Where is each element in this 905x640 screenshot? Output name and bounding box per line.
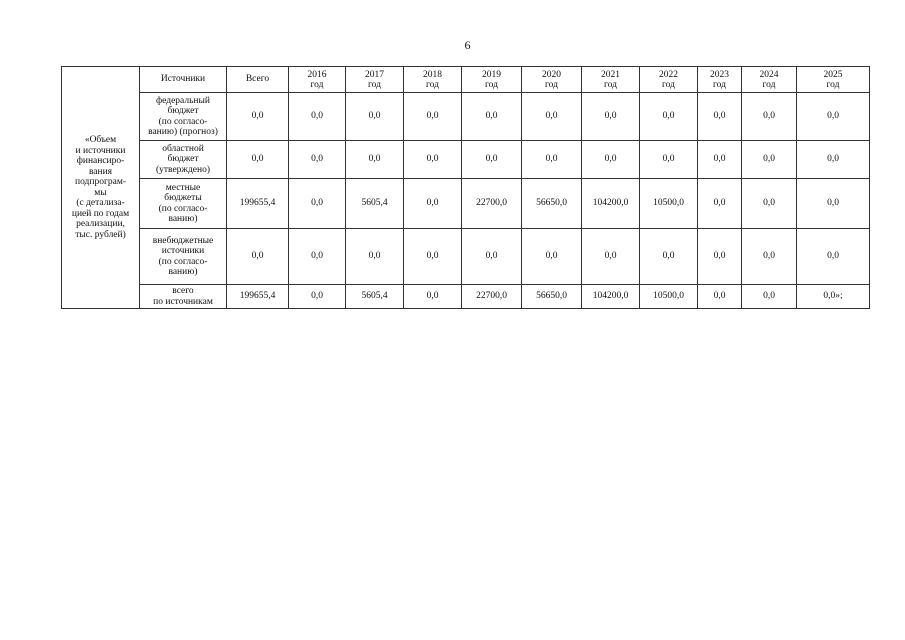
table-row [62, 93, 870, 141]
value-cell: 0,0 [698, 93, 742, 141]
header-year-value: 2021 [601, 69, 620, 80]
header-year-2020 [522, 67, 582, 93]
value-cell: 0,0 [289, 141, 346, 179]
header-year-value: 2020 [542, 69, 561, 80]
source-cell: областной бюджет (утверждено) [140, 141, 227, 179]
value-cell: 0,0 [742, 285, 797, 309]
header-year-2017 [346, 67, 404, 93]
value-cell: 0,0 [640, 141, 698, 179]
header-year-unit: год [713, 79, 726, 90]
value-cell: 0,0 [346, 93, 404, 141]
header-year-2018 [404, 67, 462, 93]
value-cell: 0,0 [404, 179, 462, 229]
value-cell: 0,0 [404, 285, 462, 309]
value-cell: 0,0 [742, 229, 797, 285]
value-cell: 22700,0 [462, 285, 522, 309]
value-cell: 0,0 [289, 285, 346, 309]
source-cell: местные бюджеты (по согласо- ванию) [140, 179, 227, 229]
page-number: 6 [464, 38, 471, 52]
header-year-value: 2018 [423, 69, 442, 80]
source-cell: внебюджетные источники (по согласо- ванию) [140, 229, 227, 285]
total-cell: 199655,4 [227, 179, 289, 229]
value-cell: 0,0 [797, 141, 870, 179]
table-row [62, 285, 870, 309]
header-year-value: 2024 [759, 69, 779, 80]
source-cell: федеральный бюджет (по согласо- ванию) (прогноз) [140, 93, 227, 141]
total-cell: 0,0 [227, 229, 289, 285]
value-cell: 56650,0 [522, 179, 582, 229]
header-sources: Источники [140, 67, 227, 93]
header-year-unit: год [604, 79, 617, 90]
row-label-cell: «Объем и источники финансиро- вания подпрограм- мы (с детализа- цией по годам реализации, тыс. рублей) [62, 67, 140, 309]
value-cell: 0,0 [698, 285, 742, 309]
table-row [62, 229, 870, 285]
header-total: Всего [227, 67, 289, 93]
value-cell: 0,0 [797, 93, 870, 141]
value-cell: 10500,0 [640, 285, 698, 309]
value-cell: 0,0 [522, 229, 582, 285]
value-cell: 0,0 [742, 179, 797, 229]
value-cell: 0,0 [462, 141, 522, 179]
value-cell: 0,0 [522, 93, 582, 141]
value-cell: 0,0 [346, 229, 404, 285]
value-cell: 0,0 [698, 141, 742, 179]
value-cell: 0,0 [404, 141, 462, 179]
header-year-unit: год [826, 79, 840, 90]
value-cell: 0,0 [582, 229, 640, 285]
value-cell: 0,0 [698, 179, 742, 229]
header-year-2024 [742, 67, 797, 93]
header-year-unit: год [426, 79, 439, 90]
header-year-2022 [640, 67, 698, 93]
value-cell: 56650,0 [522, 285, 582, 309]
header-row [62, 67, 870, 93]
value-cell: 0,0 [640, 229, 698, 285]
value-cell: 104200,0 [582, 285, 640, 309]
header-year-unit: год [368, 79, 381, 90]
value-cell: 0,0 [742, 93, 797, 141]
header-year-2019 [462, 67, 522, 93]
value-cell: 0,0 [289, 93, 346, 141]
value-cell: 0,0 [522, 141, 582, 179]
header-year-unit: год [662, 79, 675, 90]
value-cell: 0,0 [289, 229, 346, 285]
header-year-2025 [797, 67, 870, 93]
value-cell: 104200,0 [582, 179, 640, 229]
header-year-2023 [698, 67, 742, 93]
header-year-value: 2019 [482, 69, 501, 80]
header-year-unit: год [310, 79, 324, 90]
header-year-unit: год [762, 79, 776, 90]
value-cell: 0,0 [797, 229, 870, 285]
value-cell: 0,0 [582, 141, 640, 179]
value-cell: 0,0 [462, 229, 522, 285]
value-cell: 0,0 [289, 179, 346, 229]
table-row [62, 141, 870, 179]
header-year-2021 [582, 67, 640, 93]
header-year-value: 2016 [307, 69, 327, 80]
value-cell: 5605,4 [346, 285, 404, 309]
header-year-unit: год [485, 79, 498, 90]
header-year-value: 2017 [365, 69, 384, 80]
header-year-value: 2023 [710, 69, 729, 80]
value-cell: 0,0 [582, 93, 640, 141]
value-cell: 5605,4 [346, 179, 404, 229]
header-year-unit: год [545, 79, 558, 90]
value-cell: 0,0 [346, 141, 404, 179]
header-year-value: 2025 [823, 69, 843, 80]
value-cell: 0,0»; [797, 285, 870, 309]
total-cell: 0,0 [227, 93, 289, 141]
value-cell: 0,0 [742, 141, 797, 179]
financing-table [61, 66, 870, 309]
value-cell: 0,0 [404, 93, 462, 141]
total-cell: 199655,4 [227, 285, 289, 309]
table-row [62, 179, 870, 229]
value-cell: 0,0 [640, 93, 698, 141]
value-cell: 0,0 [797, 179, 870, 229]
value-cell: 10500,0 [640, 179, 698, 229]
header-year-value: 2022 [659, 69, 678, 80]
source-cell: всего по источникам [140, 285, 227, 309]
total-cell: 0,0 [227, 141, 289, 179]
header-year-2016 [289, 67, 346, 93]
value-cell: 0,0 [404, 229, 462, 285]
value-cell: 0,0 [698, 229, 742, 285]
value-cell: 22700,0 [462, 179, 522, 229]
value-cell: 0,0 [462, 93, 522, 141]
